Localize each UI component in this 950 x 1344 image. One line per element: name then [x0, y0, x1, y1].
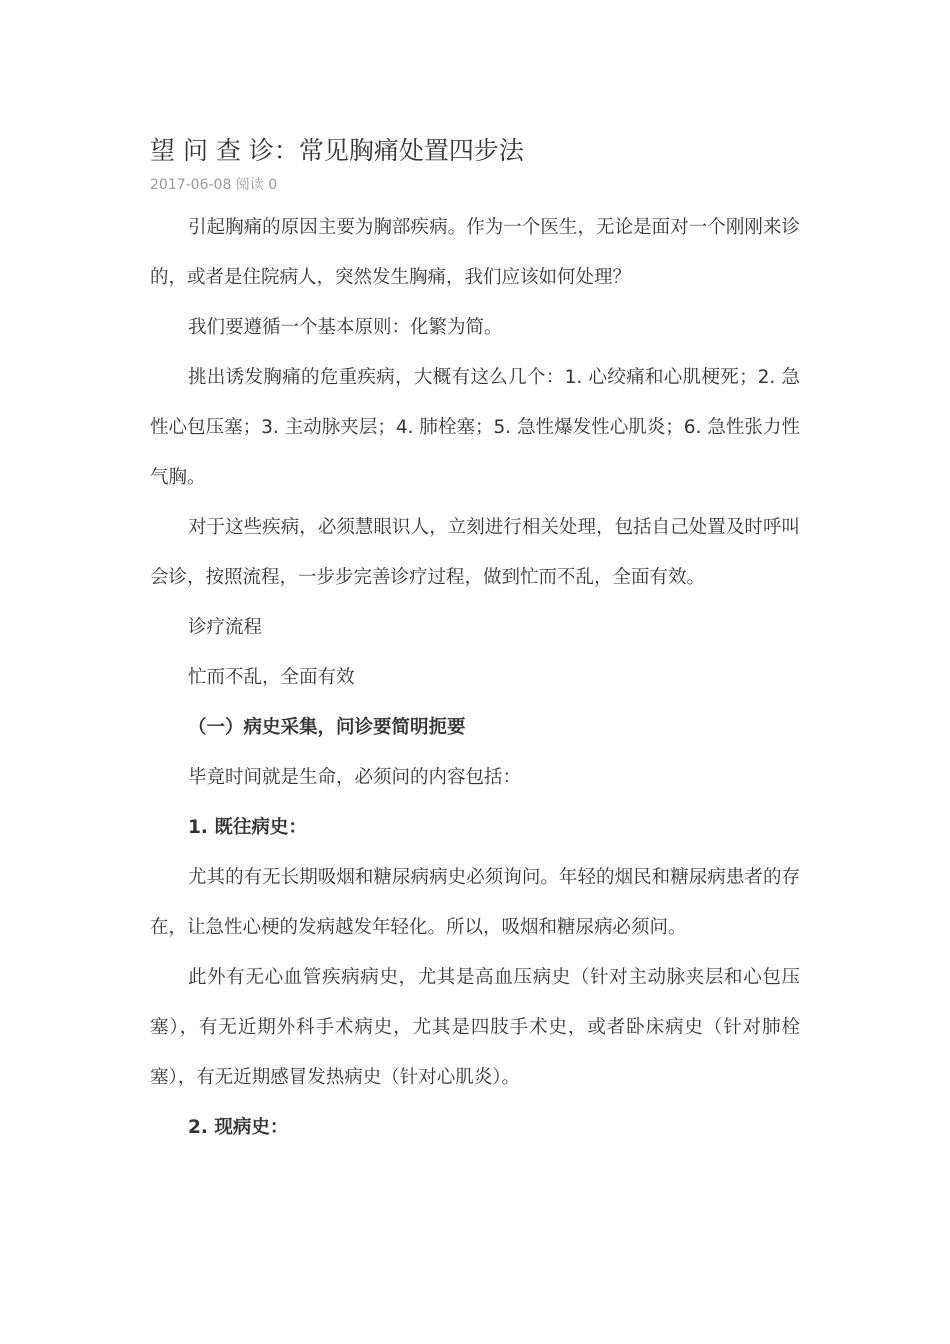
article-meta: 2017-06-08 阅读 0: [150, 177, 278, 193]
paragraph-diseases: 挑出诱发胸痛的危重疾病，大概有这么几个：1. 心绞痛和心肌梗死；2. 急性心包压塞；3. 主动脉夹层；4. 肺栓塞；5. 急性爆发性心肌炎；6. 急性张力性气胸。: [150, 367, 800, 488]
subheading-past-history: 1. 既往病史：: [188, 817, 307, 838]
paragraph-smoking-diabetes: 尤其的有无长期吸烟和糖尿病病史必须询问。年轻的烟民和糖尿病患者的存在，让急性心梗的发病越发年轻化。所以，吸烟和糖尿病必须问。: [150, 867, 800, 938]
section-heading-history: （一）病史采集，问诊要简明扼要: [188, 717, 466, 738]
paragraph-must-ask: 毕竟时间就是生命，必须问的内容包括：: [188, 767, 522, 788]
paragraph-handling: 对于这些疾病，必须慧眼识人，立刻进行相关处理，包括自己处置及时呼叫会诊，按照流程，一步步完善诊疗过程，做到忙而不乱，全面有效。: [150, 517, 800, 588]
article: [150, 131, 800, 1153]
paragraph-cardiovascular: 此外有无心血管疾病病史，尤其是高血压病史（针对主动脉夹层和心包压塞），有无近期外科手术病史，尤其是四肢手术史，或者卧床病史（针对肺栓塞），有无近期感冒发热病史（针对心肌炎）。: [150, 967, 800, 1088]
paragraph-principle: 我们要遵循一个基本原则：化繁为简。: [188, 317, 503, 338]
paragraph-flow-label: 诊疗流程: [188, 617, 263, 638]
paragraph-flow-caption: 忙而不乱，全面有效: [188, 667, 355, 688]
subheading-present-history: 2. 现病史：: [188, 1117, 289, 1138]
article-title: 望 问 查 诊：常见胸痛处置四步法: [150, 136, 524, 165]
paragraph-intro: 引起胸痛的原因主要为胸部疾病。作为一个医生，无论是面对一个刚刚来诊的，或者是住院病人，突然发生胸痛，我们应该如何处理？: [150, 217, 800, 288]
